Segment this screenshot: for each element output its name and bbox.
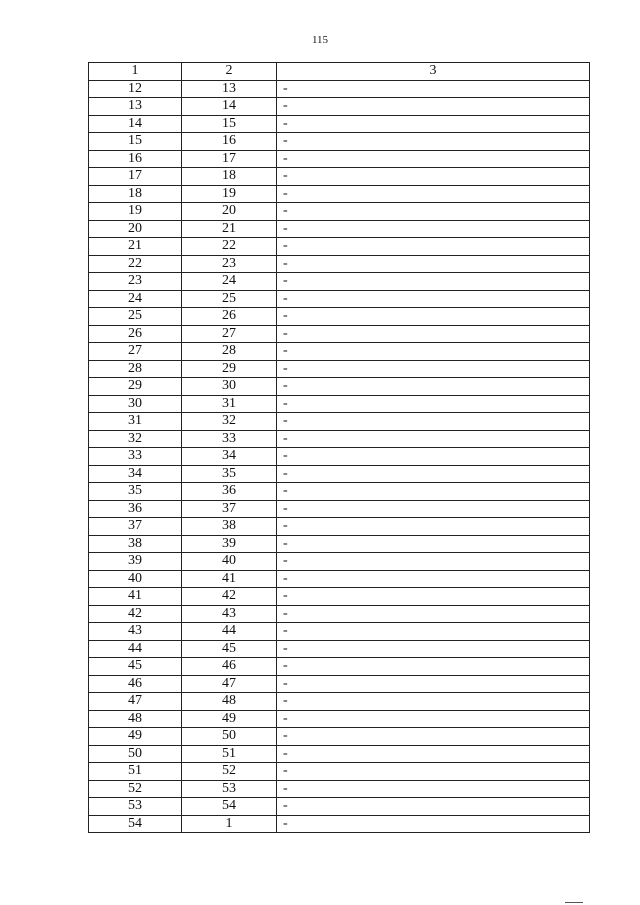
table-cell-col3: - <box>277 553 590 571</box>
table-cell-col3: - <box>277 763 590 781</box>
table-row <box>89 763 590 781</box>
table-cell-col3: - <box>277 815 590 833</box>
table-cell-col1: 37 <box>89 518 182 536</box>
table-cell-col2: 29 <box>182 360 277 378</box>
table-cell-col1: 30 <box>89 395 182 413</box>
table-row <box>89 570 590 588</box>
table-cell-col1: 36 <box>89 500 182 518</box>
table-row <box>89 220 590 238</box>
table-cell-col2: 19 <box>182 185 277 203</box>
table-cell-col3: - <box>277 185 590 203</box>
table-cell-col2: 39 <box>182 535 277 553</box>
table-row <box>89 588 590 606</box>
table-cell-col3: - <box>277 693 590 711</box>
table-cell-col3: - <box>277 308 590 326</box>
table-cell-col2: 45 <box>182 640 277 658</box>
table-cell-col2: 20 <box>182 203 277 221</box>
table-cell-col1: 52 <box>89 780 182 798</box>
table-cell-col2: 18 <box>182 168 277 186</box>
table-row <box>89 308 590 326</box>
footer-mark <box>565 902 583 903</box>
table-cell-col3: - <box>277 203 590 221</box>
table-cell-col1: 40 <box>89 570 182 588</box>
table-cell-col2: 48 <box>182 693 277 711</box>
table-cell-col1: 21 <box>89 238 182 256</box>
page-number: 115 <box>311 34 329 46</box>
table-row <box>89 675 590 693</box>
table-cell-col1: 42 <box>89 605 182 623</box>
table-cell-col1: 39 <box>89 553 182 571</box>
table-row <box>89 535 590 553</box>
table-cell-col3: - <box>277 378 590 396</box>
table-cell-col1: 53 <box>89 798 182 816</box>
table-row <box>89 133 590 151</box>
table-row <box>89 710 590 728</box>
table-row <box>89 80 590 98</box>
table-cell-col1: 38 <box>89 535 182 553</box>
table-cell-col2: 26 <box>182 308 277 326</box>
table-cell-col2: 34 <box>182 448 277 466</box>
table-row <box>89 360 590 378</box>
table-cell-col1: 43 <box>89 623 182 641</box>
table-cell-col3: - <box>277 798 590 816</box>
table-cell-col2: 44 <box>182 623 277 641</box>
table-cell-col3: - <box>277 535 590 553</box>
table-row <box>89 238 590 256</box>
table-cell-col2: 16 <box>182 133 277 151</box>
table-cell-col1: 32 <box>89 430 182 448</box>
table-row <box>89 378 590 396</box>
table-cell-col1: 48 <box>89 710 182 728</box>
table-cell-col1: 22 <box>89 255 182 273</box>
table-cell-col3: - <box>277 448 590 466</box>
table-cell-col1: 23 <box>89 273 182 291</box>
table-cell-col2: 50 <box>182 728 277 746</box>
table-cell-col1: 28 <box>89 360 182 378</box>
table-cell-col3: - <box>277 728 590 746</box>
table-row <box>89 553 590 571</box>
table-row <box>89 623 590 641</box>
table-cell-col1: 19 <box>89 203 182 221</box>
column-header-1: 1 <box>89 63 182 81</box>
table-cell-col3: - <box>277 238 590 256</box>
table-cell-col2: 14 <box>182 98 277 116</box>
table-cell-col3: - <box>277 710 590 728</box>
table-cell-col2: 21 <box>182 220 277 238</box>
table-cell-col1: 14 <box>89 115 182 133</box>
table-cell-col3: - <box>277 255 590 273</box>
table-row <box>89 745 590 763</box>
table-row <box>89 518 590 536</box>
table-cell-col1: 15 <box>89 133 182 151</box>
table-row <box>89 728 590 746</box>
table-cell-col2: 52 <box>182 763 277 781</box>
table-row <box>89 325 590 343</box>
table-cell-col2: 28 <box>182 343 277 361</box>
table-cell-col3: - <box>277 115 590 133</box>
table-cell-col2: 54 <box>182 798 277 816</box>
table-row <box>89 605 590 623</box>
table-cell-col2: 15 <box>182 115 277 133</box>
table-cell-col3: - <box>277 465 590 483</box>
table-cell-col1: 31 <box>89 413 182 431</box>
table-cell-col2: 38 <box>182 518 277 536</box>
table-cell-col2: 25 <box>182 290 277 308</box>
table-cell-col2: 35 <box>182 465 277 483</box>
table-cell-col1: 45 <box>89 658 182 676</box>
table-row <box>89 343 590 361</box>
table-cell-col1: 49 <box>89 728 182 746</box>
table-cell-col3: - <box>277 780 590 798</box>
table-row <box>89 780 590 798</box>
data-table <box>88 62 590 833</box>
table-row <box>89 500 590 518</box>
table-row <box>89 115 590 133</box>
table-row <box>89 465 590 483</box>
table-row <box>89 395 590 413</box>
table-cell-col2: 23 <box>182 255 277 273</box>
table-cell-col2: 17 <box>182 150 277 168</box>
table-row <box>89 273 590 291</box>
table-cell-col2: 53 <box>182 780 277 798</box>
table-cell-col2: 32 <box>182 413 277 431</box>
table-cell-col3: - <box>277 150 590 168</box>
table-row <box>89 430 590 448</box>
table-row <box>89 290 590 308</box>
table-cell-col3: - <box>277 500 590 518</box>
table-cell-col2: 22 <box>182 238 277 256</box>
table-cell-col1: 29 <box>89 378 182 396</box>
table-row <box>89 203 590 221</box>
table-cell-col2: 27 <box>182 325 277 343</box>
table-cell-col3: - <box>277 483 590 501</box>
table-row <box>89 98 590 116</box>
table-cell-col1: 12 <box>89 80 182 98</box>
table-cell-col3: - <box>277 640 590 658</box>
table-cell-col3: - <box>277 98 590 116</box>
table-cell-col1: 24 <box>89 290 182 308</box>
table-cell-col3: - <box>277 570 590 588</box>
table-cell-col1: 54 <box>89 815 182 833</box>
table-cell-col2: 49 <box>182 710 277 728</box>
table-cell-col3: - <box>277 343 590 361</box>
table-cell-col1: 16 <box>89 150 182 168</box>
table-cell-col2: 46 <box>182 658 277 676</box>
column-header-3: 3 <box>277 63 590 81</box>
table-cell-col2: 41 <box>182 570 277 588</box>
table-cell-col1: 27 <box>89 343 182 361</box>
table-cell-col3: - <box>277 518 590 536</box>
table-row <box>89 815 590 833</box>
table-cell-col3: - <box>277 745 590 763</box>
table-cell-col1: 13 <box>89 98 182 116</box>
table-cell-col2: 51 <box>182 745 277 763</box>
table-header-row <box>89 63 590 81</box>
table-cell-col1: 51 <box>89 763 182 781</box>
table-cell-col2: 47 <box>182 675 277 693</box>
table-row <box>89 658 590 676</box>
table-cell-col1: 46 <box>89 675 182 693</box>
table-cell-col3: - <box>277 325 590 343</box>
table-cell-col3: - <box>277 80 590 98</box>
table-cell-col1: 18 <box>89 185 182 203</box>
table-row <box>89 150 590 168</box>
table-cell-col3: - <box>277 273 590 291</box>
table-cell-col1: 35 <box>89 483 182 501</box>
table-cell-col3: - <box>277 623 590 641</box>
table-cell-col3: - <box>277 413 590 431</box>
table-cell-col1: 50 <box>89 745 182 763</box>
table-cell-col3: - <box>277 395 590 413</box>
table-row <box>89 413 590 431</box>
table-cell-col3: - <box>277 588 590 606</box>
table-cell-col2: 40 <box>182 553 277 571</box>
table-cell-col1: 34 <box>89 465 182 483</box>
table-cell-col3: - <box>277 168 590 186</box>
table-cell-col2: 13 <box>182 80 277 98</box>
table-cell-col1: 17 <box>89 168 182 186</box>
table-cell-col1: 26 <box>89 325 182 343</box>
table-row <box>89 168 590 186</box>
table-cell-col1: 33 <box>89 448 182 466</box>
table-row <box>89 185 590 203</box>
table-cell-col1: 41 <box>89 588 182 606</box>
table-row <box>89 483 590 501</box>
table-cell-col2: 36 <box>182 483 277 501</box>
table-cell-col2: 1 <box>182 815 277 833</box>
table-cell-col3: - <box>277 290 590 308</box>
table-cell-col3: - <box>277 605 590 623</box>
table-cell-col2: 31 <box>182 395 277 413</box>
table-cell-col3: - <box>277 675 590 693</box>
table-cell-col3: - <box>277 220 590 238</box>
table-cell-col3: - <box>277 360 590 378</box>
table-body <box>89 80 590 833</box>
table-cell-col1: 47 <box>89 693 182 711</box>
table-cell-col2: 43 <box>182 605 277 623</box>
table-cell-col3: - <box>277 658 590 676</box>
table-cell-col3: - <box>277 430 590 448</box>
table-cell-col1: 44 <box>89 640 182 658</box>
table-cell-col2: 42 <box>182 588 277 606</box>
table-row <box>89 693 590 711</box>
table-cell-col2: 24 <box>182 273 277 291</box>
table-cell-col2: 30 <box>182 378 277 396</box>
table-row <box>89 255 590 273</box>
table-row <box>89 640 590 658</box>
table-row <box>89 448 590 466</box>
column-header-2: 2 <box>182 63 277 81</box>
table-cell-col2: 37 <box>182 500 277 518</box>
table-cell-col1: 20 <box>89 220 182 238</box>
table-cell-col1: 25 <box>89 308 182 326</box>
table-row <box>89 798 590 816</box>
table-cell-col2: 33 <box>182 430 277 448</box>
table-cell-col3: - <box>277 133 590 151</box>
